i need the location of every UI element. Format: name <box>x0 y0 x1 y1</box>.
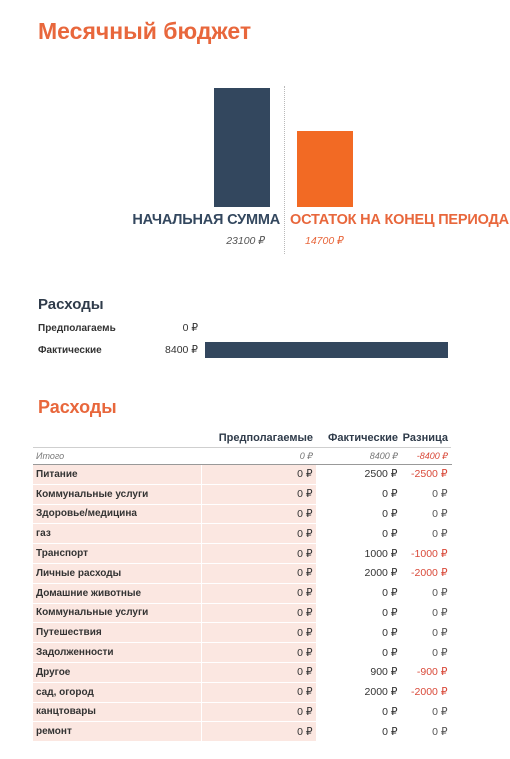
category-cell: Питание <box>33 465 201 485</box>
actual-cell: 0 ₽ <box>316 603 401 623</box>
planned-bar-value: 0 ₽ <box>182 322 198 334</box>
difference-cell: -2500 ₽ <box>401 465 451 485</box>
category-cell: Задолженности <box>33 643 201 663</box>
table-row[interactable] <box>33 662 451 682</box>
start-amount-value: 23100 ₽ <box>226 235 265 247</box>
bar-start-amount <box>214 88 270 207</box>
planned-cell: 0 ₽ <box>201 623 316 643</box>
difference-cell: 0 ₽ <box>401 603 451 623</box>
table-body <box>33 465 451 742</box>
actual-bar-label: Фактические <box>38 345 102 356</box>
planned-bar-label: Предполагаемь <box>38 323 116 334</box>
planned-cell: 0 ₽ <box>201 563 316 583</box>
difference-cell: 0 ₽ <box>401 643 451 663</box>
actual-cell: 900 ₽ <box>316 662 401 682</box>
end-balance-label: ОСТАТОК НА КОНЕЦ ПЕРИОДА <box>290 212 509 228</box>
actual-cell: 0 ₽ <box>316 484 401 504</box>
planned-cell: 0 ₽ <box>201 465 316 485</box>
difference-cell: 0 ₽ <box>401 722 451 742</box>
actual-bar-value: 8400 ₽ <box>165 344 198 356</box>
category-cell: ремонт <box>33 722 201 742</box>
table-row[interactable] <box>33 544 451 564</box>
planned-cell: 0 ₽ <box>201 583 316 603</box>
table-row[interactable] <box>33 504 451 524</box>
header-actual: Фактические <box>316 426 401 448</box>
planned-cell: 0 ₽ <box>201 662 316 682</box>
table-row[interactable] <box>33 623 451 643</box>
category-cell: газ <box>33 524 201 544</box>
actual-cell: 0 ₽ <box>316 504 401 524</box>
actual-cell: 0 ₽ <box>316 623 401 643</box>
difference-cell: 0 ₽ <box>401 484 451 504</box>
difference-cell: -900 ₽ <box>401 662 451 682</box>
difference-cell: 0 ₽ <box>401 524 451 544</box>
table-row[interactable] <box>33 702 451 722</box>
table-total-row <box>33 448 451 465</box>
expenses-bars-title: Расходы <box>38 296 104 313</box>
actual-cell: 2000 ₽ <box>316 563 401 583</box>
expenses-table <box>33 426 452 742</box>
total-difference: -8400 ₽ <box>401 448 451 465</box>
category-cell: Другое <box>33 662 201 682</box>
difference-cell: 0 ₽ <box>401 504 451 524</box>
actual-cell: 0 ₽ <box>316 722 401 742</box>
category-cell: Личные расходы <box>33 563 201 583</box>
difference-cell: -2000 ₽ <box>401 563 451 583</box>
start-amount-label: НАЧАЛЬНАЯ СУММА <box>132 212 280 228</box>
category-cell: Домашние животные <box>33 583 201 603</box>
header-difference: Разница <box>401 426 451 448</box>
total-label: Итого <box>33 448 201 465</box>
total-actual: 8400 ₽ <box>316 448 401 465</box>
expenses-table-title: Расходы <box>38 397 117 417</box>
actual-cell: 1000 ₽ <box>316 544 401 564</box>
category-cell: Путешествия <box>33 623 201 643</box>
actual-cell: 0 ₽ <box>316 524 401 544</box>
category-cell: Здоровье/медицина <box>33 504 201 524</box>
planned-cell: 0 ₽ <box>201 524 316 544</box>
table-row[interactable] <box>33 682 451 702</box>
bar-end-balance <box>297 131 353 207</box>
table-row[interactable] <box>33 643 451 663</box>
difference-cell: 0 ₽ <box>401 623 451 643</box>
actual-bar <box>205 342 448 358</box>
total-planned: 0 ₽ <box>201 448 316 465</box>
category-cell: Коммунальные услуги <box>33 603 201 623</box>
chart-divider <box>284 86 285 254</box>
planned-cell: 0 ₽ <box>201 544 316 564</box>
planned-cell: 0 ₽ <box>201 643 316 663</box>
difference-cell: -1000 ₽ <box>401 544 451 564</box>
table-row[interactable] <box>33 722 451 742</box>
category-cell: Транспорт <box>33 544 201 564</box>
actual-cell: 2500 ₽ <box>316 465 401 485</box>
actual-cell: 2000 ₽ <box>316 682 401 702</box>
difference-cell: 0 ₽ <box>401 702 451 722</box>
actual-cell: 0 ₽ <box>316 583 401 603</box>
table-header-row <box>33 426 451 448</box>
planned-cell: 0 ₽ <box>201 484 316 504</box>
planned-cell: 0 ₽ <box>201 722 316 742</box>
difference-cell: 0 ₽ <box>401 583 451 603</box>
table-row[interactable] <box>33 603 451 623</box>
actual-cell: 0 ₽ <box>316 702 401 722</box>
planned-cell: 0 ₽ <box>201 603 316 623</box>
category-cell: канцтовары <box>33 702 201 722</box>
category-cell: сад, огород <box>33 682 201 702</box>
planned-cell: 0 ₽ <box>201 682 316 702</box>
category-cell: Коммунальные услуги <box>33 484 201 504</box>
planned-cell: 0 ₽ <box>201 504 316 524</box>
actual-cell: 0 ₽ <box>316 643 401 663</box>
header-planned: Предполагаемые <box>201 426 316 448</box>
page-title: Месячный бюджет <box>38 18 252 44</box>
table-row[interactable] <box>33 465 451 485</box>
end-balance-value: 14700 ₽ <box>305 235 344 247</box>
table-row[interactable] <box>33 563 451 583</box>
table-row[interactable] <box>33 524 451 544</box>
table-row[interactable] <box>33 484 451 504</box>
table-row[interactable] <box>33 583 451 603</box>
header-category <box>33 426 201 448</box>
planned-cell: 0 ₽ <box>201 702 316 722</box>
difference-cell: -2000 ₽ <box>401 682 451 702</box>
